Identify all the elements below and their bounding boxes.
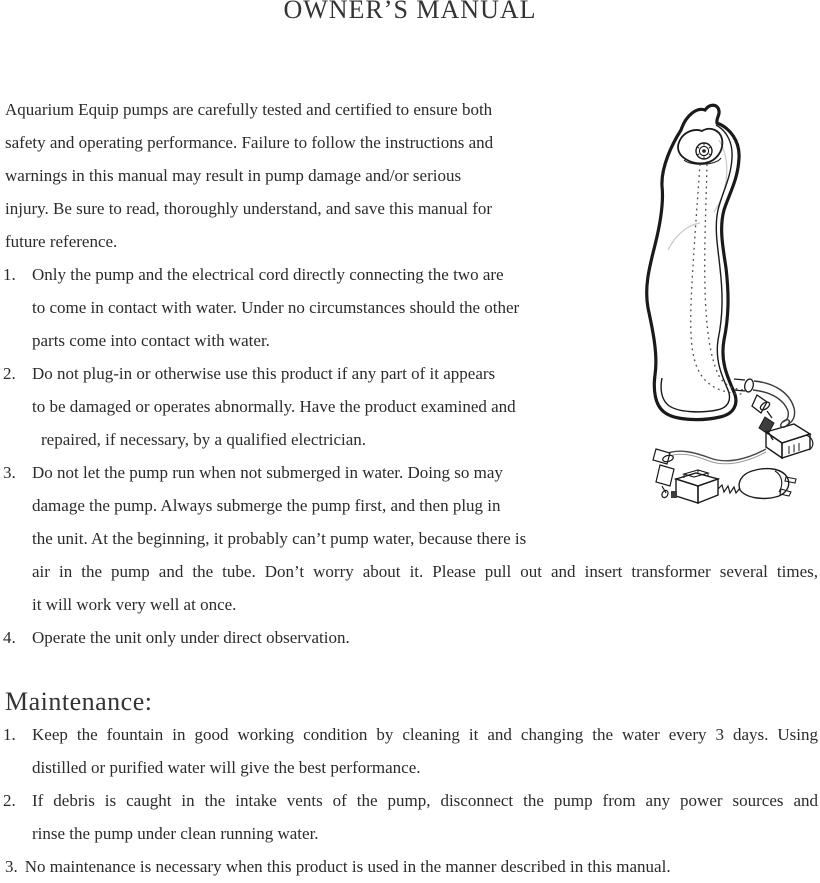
text-line: warnings in this manual may result in pump damage and/or serious xyxy=(5,166,462,185)
text-line: the unit. At the beginning, it probably can’t pump water, because there is xyxy=(32,529,527,548)
list-number: 2. xyxy=(3,364,16,383)
list-number: 4. xyxy=(3,628,16,647)
power-cord xyxy=(668,449,766,464)
text-line: air in the pump and the tube. Don’t worry about it. Please pull out and insert transformer several times, xyxy=(32,562,818,581)
transformer-box xyxy=(671,470,718,503)
text-line: to be damaged or operates abnormally. Have the product examined and xyxy=(32,397,516,416)
drain-hose xyxy=(753,381,795,429)
vase-body xyxy=(647,105,739,419)
outlet-fitting xyxy=(734,378,772,418)
list-number: 2. xyxy=(3,791,16,810)
list-number: 3. xyxy=(3,463,16,482)
text-line: future reference. xyxy=(5,232,118,251)
list-number: 3. xyxy=(5,857,18,876)
inner-tubing-dotted xyxy=(691,164,747,394)
text-line: to come in contact with water. Under no circumstances should the other xyxy=(32,298,520,317)
text-line: it will work very well at once. xyxy=(32,595,237,614)
maintenance-heading: Maintenance: xyxy=(5,687,153,716)
fountain-pump-illustration xyxy=(618,98,820,510)
list-number: 1. xyxy=(3,265,16,284)
text-line: repaired, if necessary, by a qualified electrician. xyxy=(41,430,367,449)
text-line: Keep the fountain in good working condition by cleaning it and changing the water every 3 days. Using xyxy=(32,725,818,744)
maintenance-item-2 xyxy=(5,784,818,850)
text-line: damage the pump. Always submerge the pump first, and then plug in xyxy=(32,496,501,515)
pump-unit xyxy=(766,424,813,458)
cord-ridges xyxy=(718,485,740,493)
maintenance-item-3 xyxy=(5,850,818,883)
safety-item-4 xyxy=(5,621,818,654)
text-line: Operate the unit only under direct observation. xyxy=(32,628,350,647)
text-line: distilled or purified water will give the best performance. xyxy=(32,758,421,777)
fountain-nozzle xyxy=(678,129,722,164)
text-line: rinse the pump under clean running water. xyxy=(32,824,319,843)
list-number: 1. xyxy=(3,725,16,744)
power-plug xyxy=(739,469,796,499)
text-line: Do not let the pump run when not submerged in water. Doing so may xyxy=(32,463,503,482)
text-line: Only the pump and the electrical cord directly connecting the two are xyxy=(32,265,504,284)
text-line: parts come into contact with water. xyxy=(32,331,270,350)
page-title: OWNER’S MANUAL xyxy=(283,0,537,24)
maintenance-item-1 xyxy=(5,718,818,784)
text-line xyxy=(5,850,818,883)
text-line: injury. Be sure to read, thoroughly understand, and save this manual for xyxy=(5,199,493,218)
cord-connector xyxy=(653,449,674,499)
text-line: Aquarium Equip pumps are carefully tested and certified to ensure both xyxy=(5,100,493,119)
text-line: If debris is caught in the intake vents of the pump, disconnect the pump from any power sources and xyxy=(32,791,818,810)
text-line: No maintenance is necessary when this product is used in the manner described in this manual. xyxy=(24,857,671,876)
text-line: safety and operating performance. Failure to follow the instructions and xyxy=(5,133,494,152)
text-line: Do not plug-in or otherwise use this product if any part of it appears xyxy=(32,364,496,383)
